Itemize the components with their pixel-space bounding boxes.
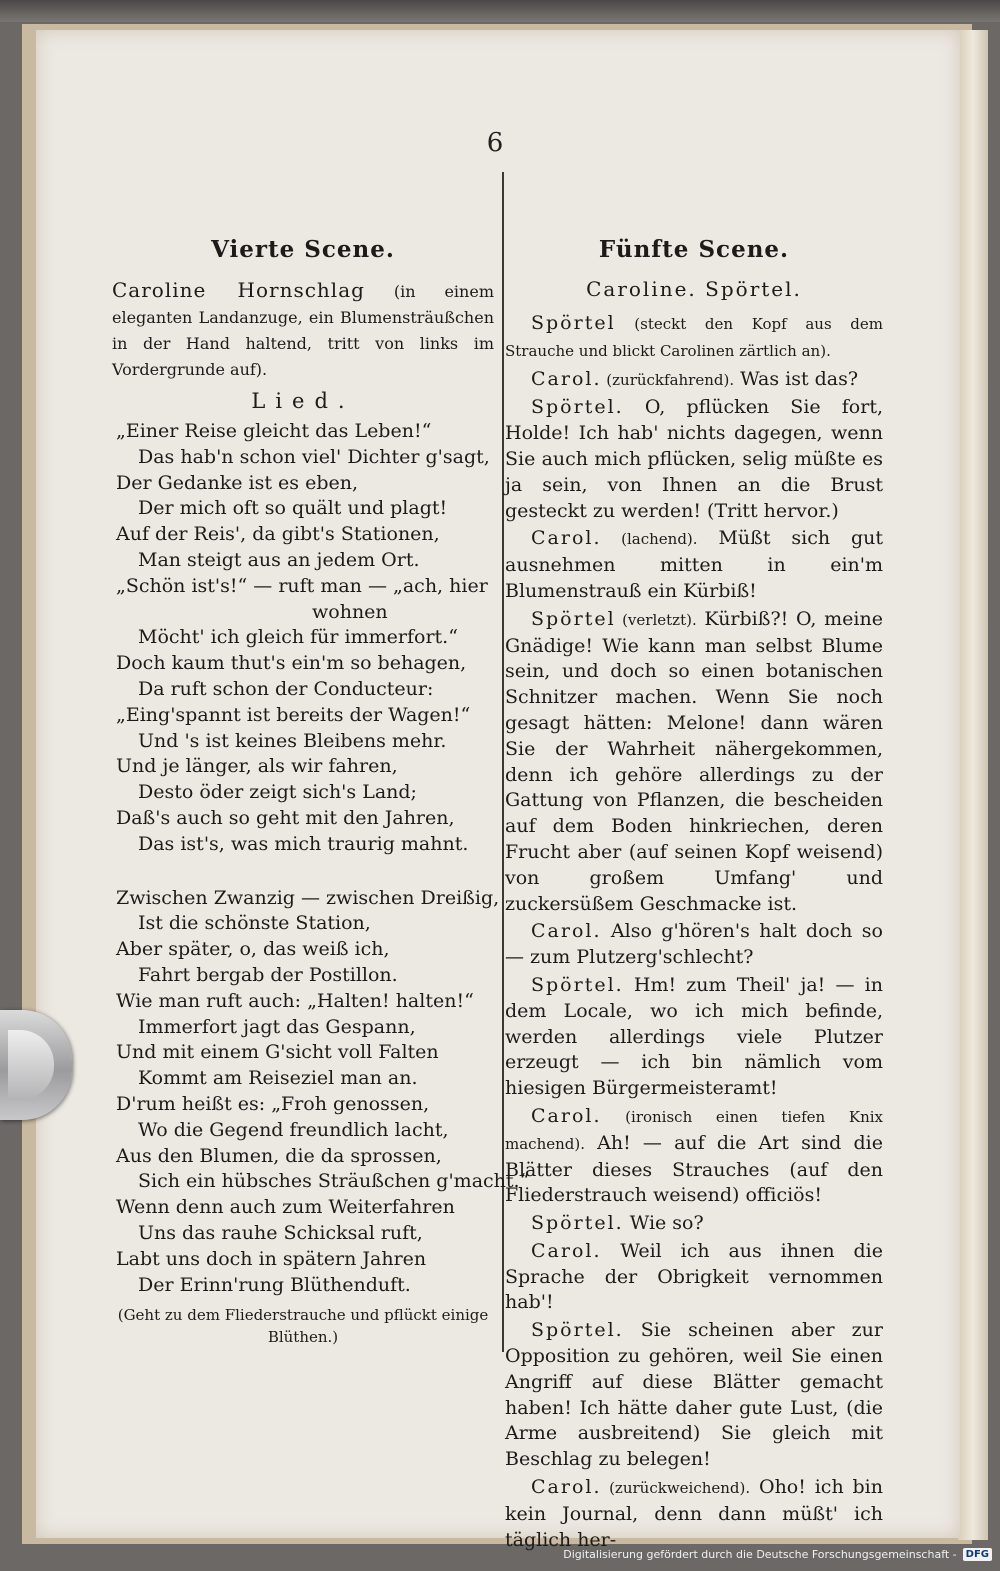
verse-line: Kommt am Reiseziel man an.	[138, 1067, 418, 1090]
stage-direction: (ironisch einen tiefen Knix machend).	[505, 1107, 883, 1153]
verse-line: Immerfort jagt das Gespann,	[138, 1015, 416, 1038]
scene-heading-left: Vierte Scene.	[211, 236, 395, 263]
dfg-logo-icon: DFG	[963, 1548, 992, 1561]
speech-text: Hm! zum Theil' ja! — in dem Locale, wo ich mich befinde, werden allerdings viele Plutzer erzeugt — ich bin nämlich vom hiesigen Bürgermeisteramt!	[505, 973, 883, 1100]
verse-line: Der mich oft so quält und plagt!	[138, 497, 448, 520]
verse-line: Und mit einem G'sicht voll Falten	[116, 1041, 439, 1064]
dialogue-paragraph	[505, 973, 883, 1102]
speaker-name: Spörtel.	[531, 1212, 624, 1235]
verse-line: „Eing'spannt ist bereits der Wagen!“	[116, 703, 471, 726]
verse-line: Doch kaum thut's ein'm so behagen,	[116, 652, 467, 675]
speech-text: Kürbiß?! O, meine Gnädige! Wie kann man selbst Blume sein, und doch so einen botanischen Schnitzer machen. Wenn Sie noch gesagt hätten: Melone! dann wären Sie der Wahrheit nähergekommen, denn ich gehöre allerdings zu der Gattung von Pflanzen, die bescheiden auf dem Boden hinkriechen, deren Frucht aber (auf seinen Kopf weisend) von großem Umfang' und zuckersüßem Geschmacke ist.	[505, 607, 883, 915]
scanner-bed-top	[0, 0, 1000, 22]
verse-line: Fahrt bergab der Postillon.	[138, 963, 398, 986]
dialogue-paragraph	[505, 526, 883, 604]
song-stanza-2	[112, 886, 530, 1299]
dialogue-paragraph	[505, 1211, 883, 1237]
stage-direction: (verletzt).	[615, 610, 697, 629]
dialogue-paragraph	[505, 1318, 883, 1473]
stanza-gap	[112, 858, 494, 886]
speech-text: Weil ich aus ihnen die Sprache der Obrigkeit vernommen hab'!	[505, 1239, 883, 1314]
verse-line: Wenn denn auch zum Weiterfahren	[116, 1196, 455, 1219]
speech-text: Ah! — auf die Art sind die Blätter dieses Strauches (auf den Fliederstrauch weisend) officiös!	[505, 1131, 883, 1207]
verse-line: Da ruft schon der Conducteur:	[138, 677, 434, 700]
verse-line: Desto öder zeigt sich's Land;	[138, 781, 417, 804]
stage-direction: (steckt den Kopf aus dem Strauche und blickt Carolinen zärtlich an).	[505, 315, 883, 360]
footer-credit	[563, 1548, 992, 1561]
speech-text: Sie scheinen aber zur Opposition zu gehören, weil Sie einen Angriff auf diese Blätter gemacht haben! Ich hätte daher gute Lust, (die Arme ausbreitend) Sie gleich mit Beschlag zu belegen!	[505, 1319, 883, 1471]
page-edge	[958, 30, 988, 1540]
speech-text: O, pflücken Sie fort, Holde! Ich hab' nichts dagegen, wenn Sie auch mich pflücken, selig müßte es ja sein, von Ihnen an die Brust gesteckt zu werden! (Tritt hervor.)	[505, 396, 883, 522]
dialogue-paragraph	[505, 1104, 883, 1209]
verse-line: Sich ein hübsches Sträußchen g'macht.“	[138, 1170, 530, 1193]
scene-persons: Caroline. Spörtel.	[586, 277, 802, 301]
verse-line: Aus den Blumen, die da sprossen,	[116, 1144, 442, 1167]
verse-line: Der Gedanke ist es eben,	[116, 471, 359, 494]
left-column	[112, 236, 530, 1348]
song-title: Lied.	[251, 389, 355, 413]
verse-line: Und je länger, als wir fahren,	[116, 755, 398, 778]
verse-line: „Einer Reise gleicht das Leben!“	[116, 420, 432, 442]
stage-direction: (zurückfahrend).	[601, 370, 735, 389]
speaker-name: Carol.	[531, 1239, 602, 1262]
verse-line: wohnen	[312, 600, 388, 623]
song-stanza-1	[112, 419, 494, 858]
dialogue-paragraph	[505, 1475, 883, 1553]
verse-line: Labt uns doch in spätern Jahren	[116, 1247, 427, 1270]
verse-line: Zwischen Zwanzig — zwischen Dreißig,	[116, 886, 500, 909]
speaker-name: Carol.	[531, 920, 602, 943]
speaker-name: Spörtel.	[531, 973, 624, 996]
speaker-name: Spörtel.	[531, 1319, 624, 1342]
footer-credit-text: Digitalisierung gefördert durch die Deutsche Forschungsgemeinschaft -	[563, 1548, 957, 1561]
stage-text: (in einem eleganten Landanzuge, ein Blumensträußchen in der Hand haltend, tritt von links im Vordergrunde auf).	[112, 282, 494, 379]
verse-line: Der Erinn'rung Blüthenduft.	[138, 1273, 411, 1296]
stage-direction: (zurückweichend).	[601, 1479, 751, 1498]
verse-line: Ist die schönste Station,	[138, 912, 371, 935]
verse-line: Wie man ruft auch: „Halten! halten!“	[116, 989, 474, 1012]
page-number: 6	[486, 128, 504, 158]
dialogue-paragraph	[505, 607, 883, 918]
character-name: Caroline Hornschlag	[112, 278, 365, 302]
stage-direction-entry	[112, 277, 494, 383]
closing-stage-direction: (Geht zu dem Fliederstrauche und pflückt einige Blüthen.)	[117, 1306, 489, 1347]
speaker-name: Carol.	[531, 367, 602, 390]
scene-heading-right: Fünfte Scene.	[598, 236, 790, 263]
verse-line: Und 's ist keines Bleibens mehr.	[138, 729, 447, 752]
speaker-name: Spörtel.	[531, 396, 624, 419]
dialogue-paragraph	[505, 1239, 883, 1316]
dialogue	[505, 311, 883, 1553]
speaker-name: Carol.	[531, 1104, 602, 1127]
dialogue-paragraph	[505, 367, 883, 394]
verse-line: Man steigt aus an jedem Ort.	[138, 548, 420, 571]
speaker-name: Carol.	[531, 1476, 602, 1499]
verse-line: Uns das rauhe Schicksal ruft,	[138, 1221, 423, 1244]
speaker-name: Carol.	[531, 527, 602, 550]
speaker-name: Spörtel	[531, 607, 616, 630]
verse-line: D'rum heißt es: „Froh genossen,	[116, 1092, 430, 1115]
verse-line: Wo die Gegend freundlich lacht,	[138, 1118, 449, 1141]
speaker-name: Spörtel	[531, 312, 616, 334]
stage-direction: (lachend).	[601, 530, 698, 549]
verse-line: Das ist's, was mich traurig mahnt.	[138, 832, 469, 855]
verse-line: Daß's auch so geht mit den Jahren,	[116, 806, 455, 829]
verse-line: Möcht' ich gleich für immerfort.“	[138, 626, 458, 649]
verse-line: Auf der Reis', da gibt's Stationen,	[116, 523, 440, 546]
speech-text: Oho! ich bin kein Journal, denn dann müßt' ich täglich her-	[505, 1476, 883, 1551]
speech-text: Wie so?	[623, 1212, 704, 1235]
dialogue-paragraph	[505, 395, 883, 524]
verse-line: „Schön ist's!“ — ruft man — „ach, hier	[116, 574, 488, 597]
dialogue-paragraph	[505, 311, 883, 365]
speech-text: Also g'hören's halt doch so — zum Plutzerg'schlecht?	[505, 920, 883, 969]
speech-text: Was ist das?	[734, 367, 859, 390]
speech-text: Müßt sich gut ausnehmen mitten in ein'm Blumenstrauß ein Kürbiß!	[505, 527, 883, 602]
right-column	[505, 236, 883, 1555]
verse-line: Aber später, o, das weiß ich,	[116, 938, 390, 961]
verse-line: Das hab'n schon viel' Dichter g'sagt,	[138, 445, 490, 468]
dialogue-paragraph	[505, 919, 883, 971]
